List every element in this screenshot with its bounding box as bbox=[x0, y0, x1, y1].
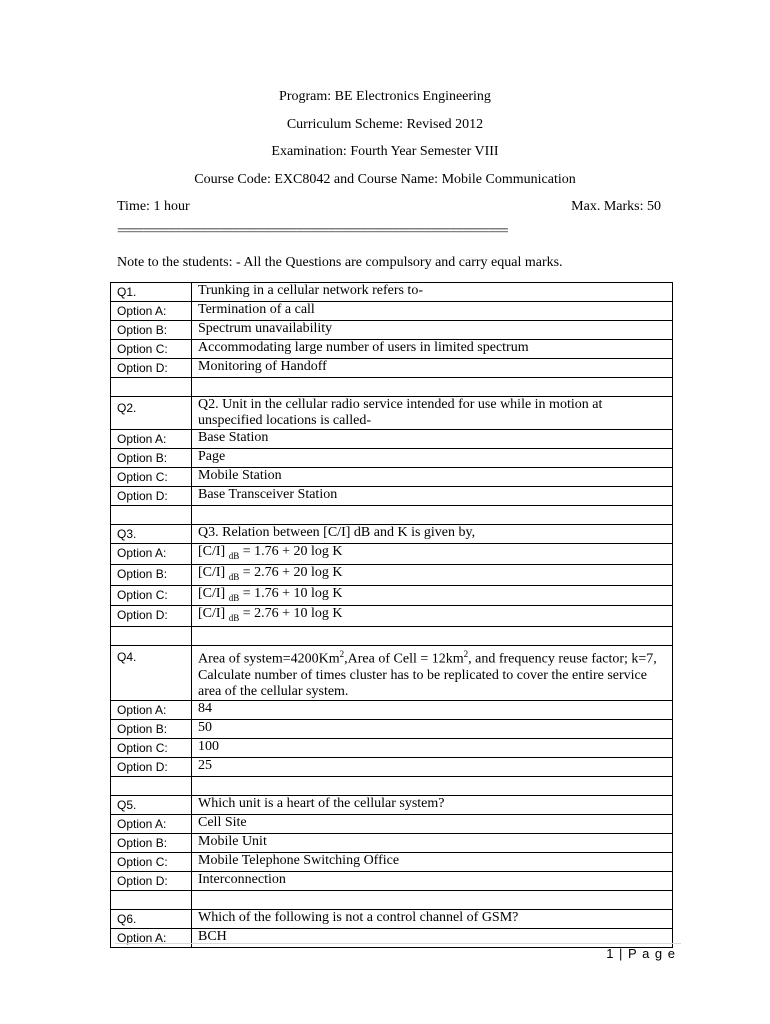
option-label: Option B: bbox=[111, 564, 192, 585]
note-to-students: Note to the students: - All the Questions are compulsory and carry equal marks. bbox=[117, 255, 563, 270]
question-text: Which unit is a heart of the cellular system? bbox=[192, 795, 673, 814]
option-text: 50 bbox=[192, 719, 673, 738]
option-row bbox=[111, 757, 673, 776]
option-text: 100 bbox=[192, 738, 673, 757]
spacer-row bbox=[111, 627, 673, 646]
question-row bbox=[111, 909, 673, 928]
time-marks-row bbox=[117, 199, 661, 215]
option-label: Option D: bbox=[111, 487, 192, 506]
option-label: Option C: bbox=[111, 468, 192, 487]
option-row bbox=[111, 340, 673, 359]
option-label: Option B: bbox=[111, 449, 192, 468]
option-row bbox=[111, 449, 673, 468]
option-label: Option C: bbox=[111, 340, 192, 359]
question-text: Area of $system=4200Km^2,Area$ of Cell = $12km^2$, and frequency reuse factor; k=7, Calculate number of times cluster has to be replicated to cover the entire service area of the cellular system. bbox=[192, 646, 673, 701]
option-text: Mobile Station bbox=[192, 468, 673, 487]
option-row bbox=[111, 719, 673, 738]
option-row bbox=[111, 738, 673, 757]
option-text: [C/I] $_{dB}$ = 2.76 + 20 log K bbox=[192, 564, 673, 585]
option-text: 25 bbox=[192, 757, 673, 776]
separator-rule: ============================================================= bbox=[117, 226, 508, 238]
option-label: Option B: bbox=[111, 719, 192, 738]
question-row bbox=[111, 397, 673, 430]
option-label: Option A: bbox=[111, 928, 192, 947]
program-line: Program: BE Electronics Engineering bbox=[279, 89, 491, 104]
option-row bbox=[111, 359, 673, 378]
exam-line: Examination: Fourth Year Semester VIII bbox=[271, 144, 499, 159]
question-label: Q5. bbox=[111, 795, 192, 814]
question-label: Q1. bbox=[111, 283, 192, 302]
option-row bbox=[111, 321, 673, 340]
question-text: Q3. Relation between [C/I] dB and K is given by, bbox=[192, 525, 673, 544]
option-text: [C/I] $_{dB}$ = 1.76 + 20 log K bbox=[192, 544, 673, 565]
option-text: Cell Site bbox=[192, 814, 673, 833]
option-row bbox=[111, 585, 673, 606]
option-text: Accommodating large number of users in limited spectrum bbox=[192, 340, 673, 359]
option-label: Option D: bbox=[111, 757, 192, 776]
option-text: Termination of a call bbox=[192, 302, 673, 321]
question-row bbox=[111, 525, 673, 544]
option-text: Page bbox=[192, 449, 673, 468]
question-text: Q2. Unit in the cellular radio service intended for use while in motion at unspecified locations is called- bbox=[192, 397, 673, 430]
page-number: 1 | P a g e bbox=[606, 946, 676, 961]
option-text: [C/I] $_{dB}$ = 1.76 + 10 log K bbox=[192, 585, 673, 606]
option-label: Option B: bbox=[111, 833, 192, 852]
question-text: Trunking in a cellular network refers to- bbox=[192, 283, 673, 302]
option-label: Option C: bbox=[111, 738, 192, 757]
option-row bbox=[111, 814, 673, 833]
option-label: Option B: bbox=[111, 321, 192, 340]
max-marks-label: Max. Marks: 50 bbox=[571, 199, 661, 214]
option-text: BCH bbox=[192, 928, 673, 947]
option-row bbox=[111, 564, 673, 585]
option-text: Spectrum unavailability bbox=[192, 321, 673, 340]
question-text: Which of the following is not a control channel of GSM? bbox=[192, 909, 673, 928]
scheme-line: Curriculum Scheme: Revised 2012 bbox=[286, 117, 484, 132]
question-label: Q4. bbox=[111, 646, 192, 701]
option-row bbox=[111, 430, 673, 449]
option-label: Option A: bbox=[111, 302, 192, 321]
option-text: [C/I] $_{dB}$ = 2.76 + 10 log K bbox=[192, 606, 673, 627]
option-row bbox=[111, 606, 673, 627]
option-text: Mobile Unit bbox=[192, 833, 673, 852]
question-label: Q6. bbox=[111, 909, 192, 928]
footer-divider bbox=[115, 943, 681, 944]
option-row bbox=[111, 852, 673, 871]
option-row bbox=[111, 468, 673, 487]
option-row bbox=[111, 871, 673, 890]
question-row bbox=[111, 283, 673, 302]
questions-table bbox=[110, 282, 673, 948]
option-label: Option A: bbox=[111, 814, 192, 833]
option-label: Option C: bbox=[111, 585, 192, 606]
spacer-row bbox=[111, 506, 673, 525]
spacer-row bbox=[111, 776, 673, 795]
question-label: Q2. bbox=[111, 397, 192, 430]
question-label: Q3. bbox=[111, 525, 192, 544]
option-label: Option A: bbox=[111, 544, 192, 565]
option-row bbox=[111, 700, 673, 719]
option-text: 84 bbox=[192, 700, 673, 719]
option-label: Option C: bbox=[111, 852, 192, 871]
question-row bbox=[111, 646, 673, 701]
option-label: Option D: bbox=[111, 871, 192, 890]
option-text: Mobile Telephone Switching Office bbox=[192, 852, 673, 871]
option-row bbox=[111, 833, 673, 852]
time-label: Time: 1 hour bbox=[117, 199, 190, 214]
option-label: Option D: bbox=[111, 606, 192, 627]
question-row bbox=[111, 795, 673, 814]
option-label: Option D: bbox=[111, 359, 192, 378]
option-label: Option A: bbox=[111, 700, 192, 719]
option-row bbox=[111, 928, 673, 947]
option-text: Base Station bbox=[192, 430, 673, 449]
option-row bbox=[111, 302, 673, 321]
option-text: Monitoring of Handoff bbox=[192, 359, 673, 378]
course-line: Course Code: EXC8042 and Course Name: Mobile Communication bbox=[194, 172, 576, 187]
option-row bbox=[111, 487, 673, 506]
option-text: Interconnection bbox=[192, 871, 673, 890]
spacer-row bbox=[111, 378, 673, 397]
spacer-row bbox=[111, 890, 673, 909]
option-row bbox=[111, 544, 673, 565]
option-text: Base Transceiver Station bbox=[192, 487, 673, 506]
option-label: Option A: bbox=[111, 430, 192, 449]
